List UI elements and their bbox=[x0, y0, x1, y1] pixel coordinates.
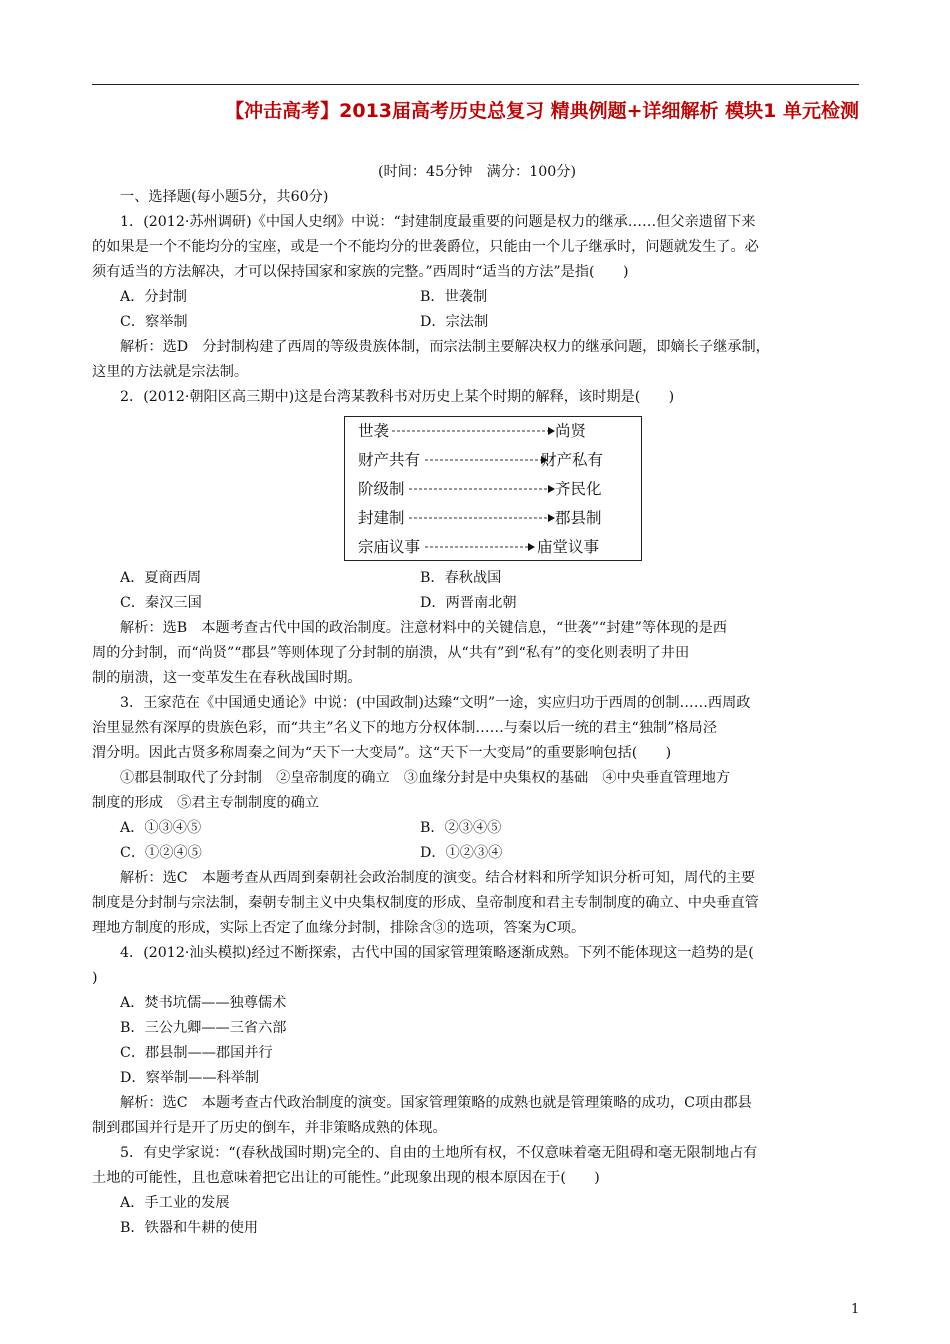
table-left-cell: 世袭 bbox=[358, 422, 390, 440]
q3-option-b: B．②③④⑤ bbox=[420, 820, 502, 836]
document-title: 【冲击高考】2013届高考历史总复习 精典例题+详细解析 模块1 单元检测 bbox=[225, 100, 859, 122]
q4-option-c: C．郡县制——郡国并行 bbox=[120, 1045, 273, 1061]
q2-analysis: 周的分封制，而“尚贤”“郡县”等则体现了分封制的崩溃，从“共有”到“私有”的变化则表明了井田 bbox=[92, 645, 690, 661]
page-number: 1 bbox=[851, 1302, 860, 1317]
table-row bbox=[345, 504, 641, 532]
q4-analysis: 制到郡国并行是开了历史的倒车，并非策略成熟的体现。 bbox=[92, 1120, 447, 1136]
table-right-cell: 财产私有 bbox=[541, 451, 604, 469]
q2-option-b: B．春秋战国 bbox=[420, 570, 502, 586]
q1-option-c: C．察举制 bbox=[120, 314, 188, 330]
q1-line: 的如果是一个不能均分的宝座，或是一个不能均分的世袭爵位，只能由一个儿子继承时，问题就发生了。必 bbox=[92, 239, 759, 255]
table-left-cell: 宗庙议事 bbox=[358, 538, 421, 556]
q3-line: 制度的形成 ⑤君主专制制度的确立 bbox=[92, 795, 320, 811]
table-left-cell: 财产共有 bbox=[358, 451, 421, 469]
q4-option-d: D．察举制——科举制 bbox=[120, 1070, 260, 1086]
table-right-cell: 庙堂议事 bbox=[537, 538, 600, 556]
comparison-table bbox=[344, 416, 642, 561]
table-right-cell: 尚贤 bbox=[555, 422, 587, 440]
q1-option-b: B．世袭制 bbox=[420, 289, 488, 305]
q1-option-a: A．分封制 bbox=[120, 289, 187, 305]
q3-line: 治里显然有深厚的贵族色彩，而“共主”名义下的地方分权体制……与秦以后一统的君主“独制”格局泾 bbox=[92, 720, 717, 736]
q4-line: 4．(2012·汕头模拟)经过不断探索，古代中国的国家管理策略逐渐成熟。下列不能体现这一趋势的是( bbox=[120, 945, 754, 961]
table-row bbox=[345, 475, 641, 503]
q5-line: 5．有史学家说：“(春秋战国时期)完全的、自由的土地所有权，不仅意味着毫无阻碍和毫无限制地占有 bbox=[120, 1145, 758, 1161]
q1-line: 须有适当的方法解决，才可以保持国家和家族的完整。”西周时“适当的方法”是指( ) bbox=[92, 264, 629, 280]
q2-analysis: 解析：选B 本题考查古代中国的政治制度。注意材料中的关键信息，“世袭”“封建”等体现的是西 bbox=[120, 620, 727, 636]
q2-line: 2．(2012·朝阳区高三期中)这是台湾某教科书对历史上某个时期的解释，该时期是( ) bbox=[120, 389, 675, 405]
q3-analysis: 理地方制度的形成，实际上否定了血缘分封制，排除含③的选项，答案为C项。 bbox=[92, 920, 586, 936]
table-right-cell: 郡县制 bbox=[555, 509, 602, 527]
q2-option-c: C．秦汉三国 bbox=[120, 595, 202, 611]
q4-analysis: 解析：选C 本题考查古代政治制度的演变。国家管理策略的成熟也就是管理策略的成功，C项由郡县 bbox=[120, 1095, 752, 1111]
table-left-cell: 封建制 bbox=[358, 509, 405, 527]
q4-line: ) bbox=[92, 970, 98, 986]
table-left-cell: 阶级制 bbox=[358, 480, 405, 498]
table-row bbox=[345, 446, 641, 474]
header-rule bbox=[92, 84, 859, 85]
q2-analysis: 制的崩溃，这一变革发生在春秋战国时期。 bbox=[92, 670, 362, 686]
q2-option-d: D．两晋南北朝 bbox=[420, 595, 517, 611]
table-row bbox=[345, 533, 641, 561]
q3-analysis: 制度是分封制与宗法制，秦朝专制主义中央集权制度的形成、皇帝制度和君主专制制度的确立、中央垂直管 bbox=[92, 895, 759, 911]
q3-option-c: C．①②④⑤ bbox=[120, 845, 202, 861]
q3-analysis: 解析：选C 本题考查从西周到秦朝社会政治制度的演变。结合材料和所学知识分析可知，周代的主要 bbox=[120, 870, 756, 886]
q1-analysis: 这里的方法就是宗法制。 bbox=[92, 364, 249, 380]
q2-option-a: A．夏商西周 bbox=[120, 570, 202, 586]
q4-option-b: B．三公九卿——三省六部 bbox=[120, 1020, 287, 1036]
table-right-cell: 齐民化 bbox=[555, 480, 602, 498]
q5-line: 土地的可能性，且也意味着把它出让的可能性。”此现象出现的根本原因在于( ) bbox=[92, 1170, 600, 1186]
exam-meta: (时间：45分钟 满分：100分) bbox=[377, 164, 577, 180]
q3-line: 渭分明。因此古贤多称周秦之间为“天下一大变局”。这“天下一大变局”的重要影响包括( ) bbox=[92, 745, 672, 761]
q5-option-b: B．铁器和牛耕的使用 bbox=[120, 1220, 259, 1236]
arrow-icon bbox=[345, 417, 641, 445]
q1-option-d: D．宗法制 bbox=[420, 314, 489, 330]
q1-line: 1．(2012·苏州调研)《中国人史纲》中说：“封建制度最重要的问题是权力的继承……但父亲遗留下来 bbox=[120, 214, 756, 230]
q4-option-a: A．焚书坑儒——独尊儒术 bbox=[120, 995, 287, 1011]
q3-option-a: A．①③④⑤ bbox=[120, 820, 202, 836]
q1-analysis: 解析：选D 分封制构建了西周的等级贵族体制，而宗法制主要解决权力的继承问题，即嫡长子继承制， bbox=[120, 339, 770, 355]
q5-option-a: A．手工业的发展 bbox=[120, 1195, 230, 1211]
q3-line: ①郡县制取代了分封制 ②皇帝制度的确立 ③血缘分封是中央集权的基础 ④中央垂直管理地方 bbox=[120, 770, 731, 786]
section-heading: 一、选择题(每小题5分，共60分) bbox=[120, 189, 329, 205]
q3-option-d: D．①②③④ bbox=[420, 845, 503, 861]
table-row bbox=[345, 417, 641, 445]
q3-line: 3．王家范在《中国通史通论》中说：(中国政制)达臻“文明”一途，实应归功于西周的创制……西周政 bbox=[120, 695, 751, 711]
